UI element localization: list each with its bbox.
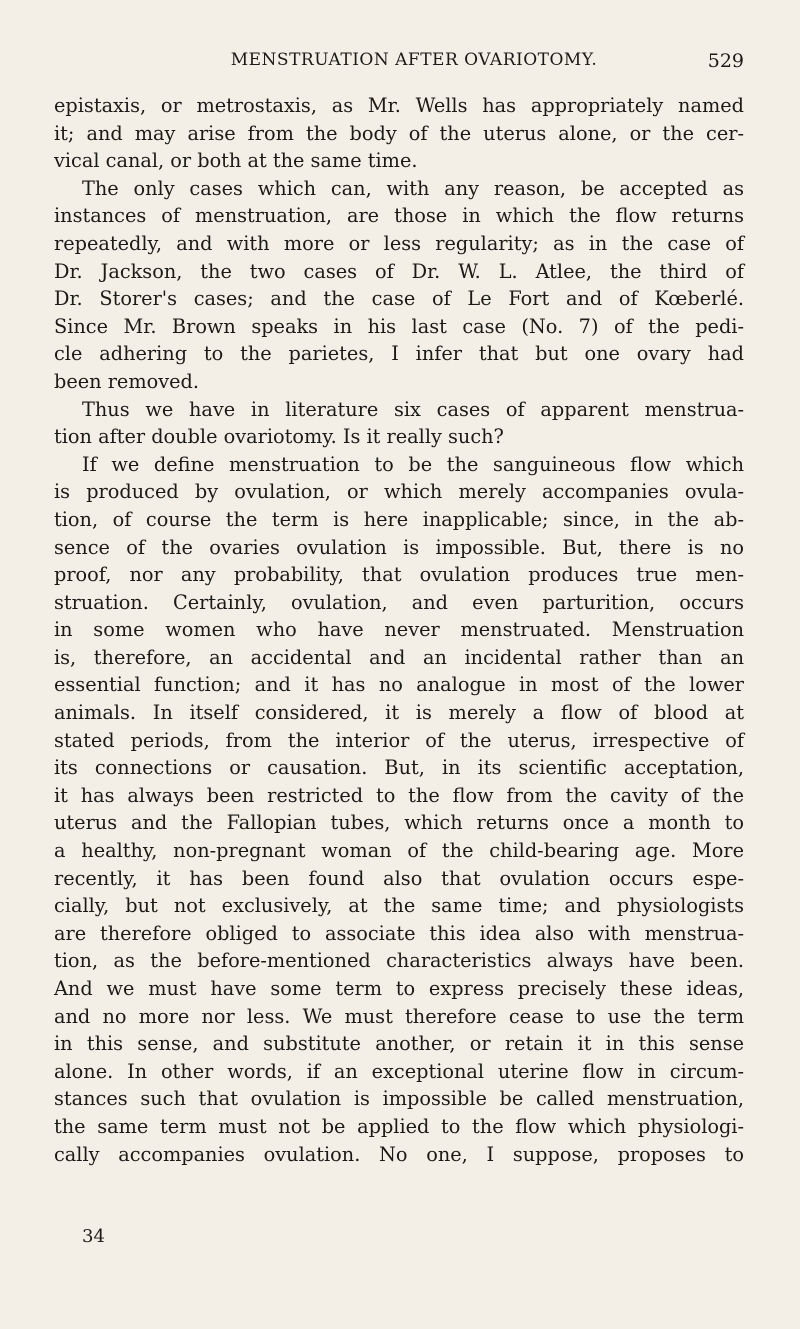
text-line: in some women who have never menstruated. Menstruation xyxy=(54,618,744,642)
text-line: Dr. Storer's cases; and the case of Le Fort and of Kœberlé. xyxy=(54,287,744,311)
text-line: vical canal, or both at the same time. xyxy=(54,149,418,173)
text-line: And we must have some term to express precisely these ideas, xyxy=(54,977,744,1000)
text-line: been removed. xyxy=(54,369,200,393)
text-line: cally accompanies ovulation. No one, I suppose, proposes to xyxy=(54,1142,744,1166)
text-line: stated periods, from the interior of the uterus, irrespective of xyxy=(54,728,744,752)
text-line: is produced by ovulation, or which merely accompanies ovula- xyxy=(54,480,744,504)
text-line: uterus and the Fallopian tubes, which returns once a month to xyxy=(54,811,744,835)
text-line: repeatedly, and with more or less regularity; as in the case of xyxy=(54,231,744,255)
text-line: The only cases which can, with any reason, be accepted as xyxy=(82,176,744,200)
page-number: 529 xyxy=(707,50,744,72)
text-line: it has always been restricted to the flow from the cavity of the xyxy=(54,783,744,807)
text-line: tion after double ovariotomy. Is it really such? xyxy=(54,425,504,449)
text-line: Since Mr. Brown speaks in his last case (No. 7) of the pedi- xyxy=(54,314,744,338)
text-line: alone. In other words, if an exceptional uterine flow in circum- xyxy=(54,1059,744,1083)
text-line: instances of menstruation, are those in which the flow returns xyxy=(54,204,744,228)
text-line: essential function; and it has no analogue in most of the lower xyxy=(54,673,744,697)
text-line: animals. In itself considered, it is merely a flow of blood at xyxy=(54,701,744,725)
text-line: its connections or causation. But, in its scientific acceptation, xyxy=(54,756,744,780)
text-line: a healthy, non-pregnant woman of the child-bearing age. More xyxy=(54,839,744,863)
text-line: in this sense, and substitute another, or retain it in this sense xyxy=(54,1032,744,1056)
text-line: the same term must not be applied to the flow which physiologi- xyxy=(54,1114,744,1138)
running-head: MENSTRUATION AFTER OVARIOTOMY. xyxy=(230,50,598,70)
body-text xyxy=(54,92,744,1168)
text-line: epistaxis, or metrostaxis, as Mr. Wells has appropriately named xyxy=(54,94,744,117)
text-line: Dr. Jackson, the two cases of Dr. W. L. Atlee, the third of xyxy=(54,259,744,283)
text-line: stances such that ovulation is impossible be called menstruation, xyxy=(54,1087,744,1111)
text-line: cially, but not exclusively, at the same time; and physiologists xyxy=(54,894,744,918)
text-line: proof, nor any probability, that ovulation produces true men- xyxy=(54,563,744,587)
text-line: it; and may arise from the body of the uterus alone, or the cer- xyxy=(54,121,744,145)
text-line: struation. Certainly, ovulation, and even parturition, occurs xyxy=(54,590,744,614)
text-line: and no more nor less. We must therefore cease to use the term xyxy=(54,1004,744,1028)
text-line: sence of the ovaries ovulation is impossible. But, there is no xyxy=(54,535,744,559)
text-line: is, therefore, an accidental and an incidental rather than an xyxy=(54,645,744,669)
page-header xyxy=(54,50,744,80)
text-line: are therefore obliged to associate this idea also with menstrua- xyxy=(54,921,744,945)
text-line: cle adhering to the parietes, I infer that but one ovary had xyxy=(54,342,744,366)
text-line: tion, of course the term is here inapplicable; since, in the ab- xyxy=(54,507,744,531)
text-line: Thus we have in literature six cases of apparent menstrua- xyxy=(82,397,744,421)
signature-mark: 34 xyxy=(82,1226,105,1247)
text-line: If we define menstruation to be the sanguineous flow which xyxy=(82,452,744,476)
text-line: tion, as the before-mentioned characteristics always have been. xyxy=(54,949,744,973)
text-line: recently, it has been found also that ovulation occurs espe- xyxy=(54,866,744,890)
